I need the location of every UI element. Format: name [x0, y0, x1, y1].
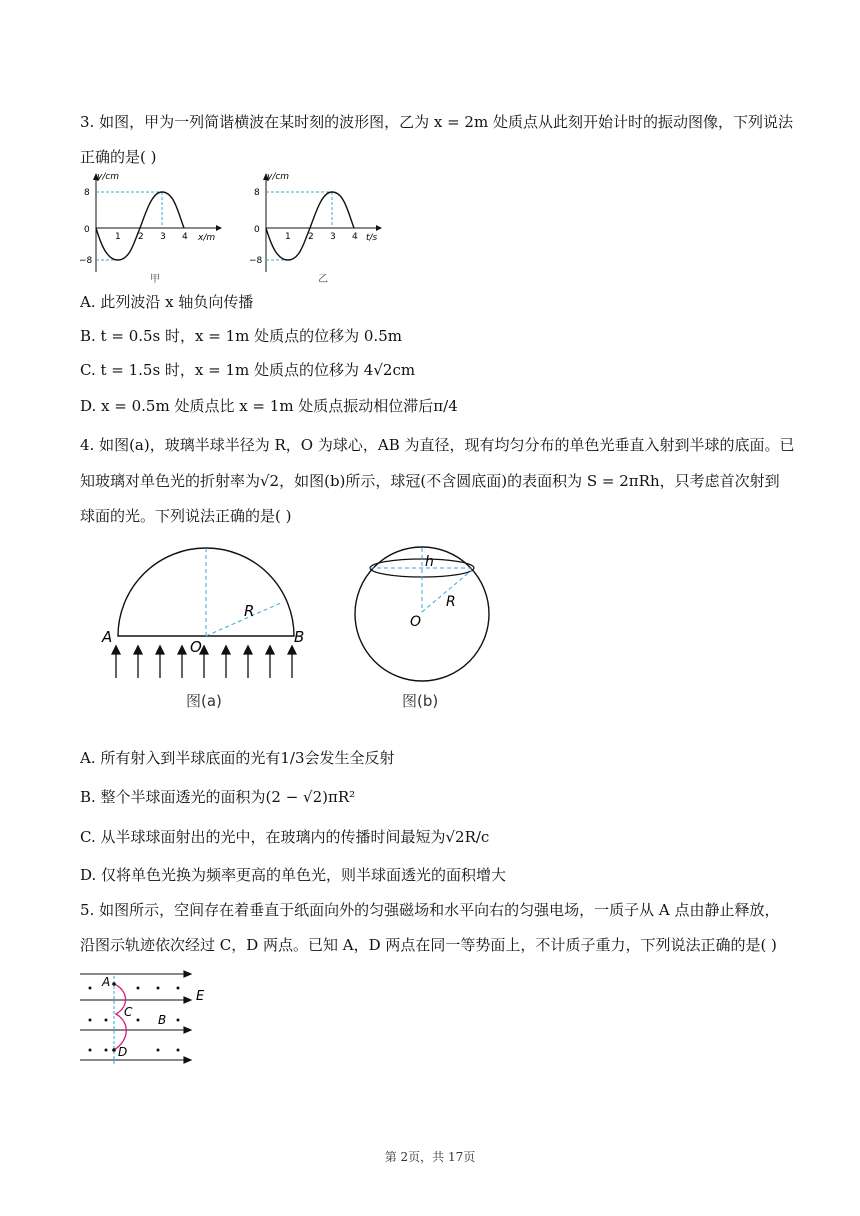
page-footer: 第 2页，共 17页	[384, 1150, 476, 1164]
jia-xtick: 1	[115, 232, 121, 242]
yi-xtick: 3	[330, 232, 336, 242]
jia-xtick: 3	[160, 232, 166, 242]
jia-ylabel: y/cm	[97, 172, 120, 182]
yi-ytick: 8	[254, 188, 260, 198]
fig-a-label-b: B	[294, 628, 305, 646]
q3-option-d: D. x = 0.5m 处质点比 x = 1m 处质点振动相位滞后π/4	[80, 397, 458, 415]
q5-label-c: C	[124, 1005, 133, 1019]
yi-xtick: 1	[285, 232, 291, 242]
yi-ytick: −8	[249, 256, 263, 266]
fig-b-label-o: O	[410, 614, 422, 630]
q5-label-b: B	[158, 1013, 167, 1027]
q4-figure-b	[350, 540, 495, 716]
jia-ytick: 0	[84, 225, 90, 235]
fig-a-label-o: O	[190, 638, 202, 656]
jia-xtick: 4	[182, 232, 188, 242]
yi-xlabel: t/s	[366, 233, 378, 243]
q3-figure-yi	[248, 168, 398, 290]
q5-label-a: A	[102, 975, 111, 989]
yi-ytick: 0	[254, 225, 260, 235]
q4-stem-line2: 知玻璃对单色光的折射率为√2，如图(b)所示，球冠(不含圆底面)的表面积为 S = 2πRh，只考虑首次射到	[80, 472, 780, 490]
jia-caption: 甲	[150, 274, 160, 285]
fig-b-label-r: R	[446, 594, 456, 610]
q3-option-a: A. 此列波沿 x 轴负向传播	[80, 293, 254, 311]
q3-stem-line2: 正确的是( )	[80, 148, 157, 166]
jia-ytick: −8	[79, 256, 93, 266]
jia-ytick: 8	[84, 188, 90, 198]
q4-option-c: C. 从半球球面射出的光中，在玻璃内的传播时间最短为√2R/c	[80, 828, 490, 846]
q4-figure-a	[98, 540, 313, 716]
fig-b-caption: 图(b)	[402, 692, 439, 710]
q3-option-c: C. t = 1.5s 时，x = 1m 处质点的位移为 4√2cm	[80, 361, 416, 379]
fig-b-label-h: h	[425, 554, 434, 570]
yi-xtick: 2	[308, 232, 314, 242]
yi-caption: 乙	[318, 274, 328, 285]
yi-xtick: 4	[352, 232, 358, 242]
yi-ylabel: y/cm	[267, 172, 290, 182]
q5-label-d: D	[118, 1045, 128, 1059]
q4-stem-line3: 球面的光。下列说法正确的是( )	[80, 507, 292, 525]
q3-stem-line1: 3. 如图，甲为一列简谐横波在某时刻的波形图，乙为 x = 2m 处质点从此刻开始计时的振动图像，下列说法	[80, 113, 793, 131]
q4-option-b: B. 整个半球面透光的面积为(2 − √2)πR²	[80, 788, 356, 806]
fig-a-label-a: A	[102, 628, 113, 646]
jia-xtick: 2	[138, 232, 144, 242]
q4-stem-line1: 4. 如图(a)，玻璃半球半径为 R，O 为球心，AB 为直径，现有均匀分布的单色光垂直入射到半球的底面。已	[80, 436, 795, 454]
q4-option-a: A. 所有射入到半球底面的光有1/3会发生全反射	[80, 749, 395, 767]
q5-figure	[78, 966, 218, 1070]
q3-figure-jia	[78, 168, 228, 290]
fig-a-caption: 图(a)	[186, 692, 222, 710]
q5-stem-line1: 5. 如图所示，空间存在着垂直于纸面向外的匀强磁场和水平向右的匀强电场，一质子从 A 点由静止释放，	[80, 901, 780, 919]
jia-xlabel: x/m	[198, 233, 216, 243]
q4-option-d: D. 仅将单色光换为频率更高的单色光，则半球面透光的面积增大	[80, 866, 507, 884]
q5-label-e: E	[196, 989, 205, 1004]
fig-a-label-r: R	[244, 602, 255, 620]
q3-option-b: B. t = 0.5s 时，x = 1m 处质点的位移为 0.5m	[80, 327, 402, 345]
q5-stem-line2: 沿图示轨迹依次经过 C，D 两点。已知 A，D 两点在同一等势面上，不计质子重力，下列说法正确的是( )	[80, 936, 777, 954]
